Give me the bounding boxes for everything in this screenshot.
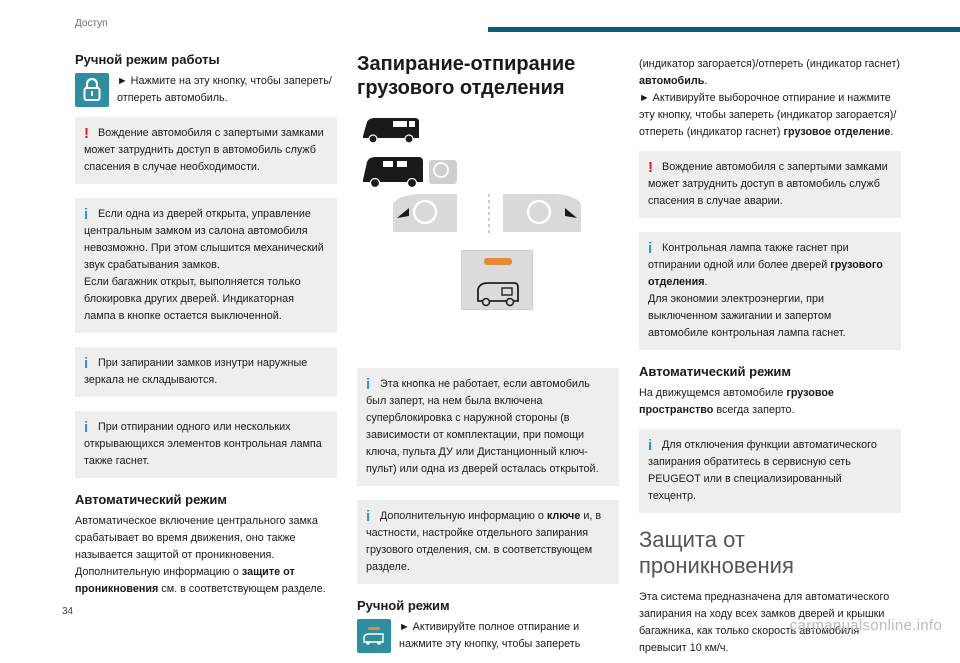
info-note-button: i Эта кнопка не работает, если автомобиль был заперт, на нем была включена суперблокировка с наружной стороны (в зависимости от комплектации, при помощи ключа, пульта ДУ или Дистанционный ключ-пульт) или одна из дверей осталась открытой. <box>357 368 619 486</box>
cargo-van-icon <box>357 619 391 653</box>
manual-mode-title: Ручной режим работы <box>75 52 220 67</box>
warning-icon: ! <box>84 125 89 142</box>
info-note-service: i Для отключения функции автоматического запирания обратитесь в сервисную сеть PEUGEOT или в специализированный техцентр. <box>639 429 901 513</box>
info-note-key: i Дополнительную информацию о ключе и, в частности, настройке отдельного запирания грузового отделения, см. в соответствующем разделе. <box>357 500 619 584</box>
auto-mode-title-2: Автоматический режим <box>639 364 791 379</box>
watermark: carmanualsonline.info <box>789 617 942 634</box>
info-icon: i <box>84 206 89 223</box>
interior-left <box>393 194 457 232</box>
vehicle-illustrations <box>357 112 619 360</box>
info-icon: i <box>84 419 89 436</box>
warning-note: ! Вождение автомобиля с запертыми замками может затруднить доступ в автомобиль служб спасения в случае необходимости. <box>75 117 337 184</box>
info-note-mirrors: i При запирании замков изнутри наружные зеркала не складываются. <box>75 347 337 397</box>
cargo-lock-title: Запирание-отпирание грузового отделения <box>357 53 576 99</box>
info-icon: i <box>366 508 371 525</box>
info-note-lamp: i При отпирании одного или нескольких открывающихся элементов контрольная лампа также гаснет. <box>75 411 337 478</box>
warning-icon: ! <box>648 159 653 176</box>
indicator-lamp <box>484 258 512 265</box>
cargo-button-row <box>357 619 619 653</box>
vehicle-diagram <box>357 112 619 242</box>
column-3 <box>639 56 901 657</box>
manual-mode-text-2: ► Активируйте полное отпирание и нажмите эту кнопку, чтобы запереть <box>399 621 581 650</box>
manual-mode-text: ► Нажмите на эту кнопку, чтобы запереть/отпереть автомобиль. <box>117 75 332 104</box>
lock-button-row <box>75 73 337 107</box>
intrusion-text: Эта система предназначена для автоматического запирания на ходу всех замков дверей и крышки багажника, как только скорость автомобиля превысит 10 км/ч. <box>639 591 890 654</box>
header-accent-bar <box>488 27 960 32</box>
info-icon: i <box>648 240 653 257</box>
auto-mode-title: Автоматический режим <box>75 492 227 507</box>
auto-mode-text-2: На движущемся автомобиле грузовое пространство всегда заперто. <box>639 387 834 416</box>
column-2 <box>357 52 619 663</box>
continued-text-2: ► Активируйте выборочное отпирание и нажмите эту кнопку, чтобы запереть (индикатор загорается)/отпереть (индикатор гаснет) грузовое отделение. <box>639 92 897 138</box>
info-note-doors: i Если одна из дверей открыта, управление центральным замком из салона автомобиля невозможно. При этом слышится механический звук срабатывания замков. Если багажник открыт, выполняется только блокировка других дверей. Индикаторная лампа в кнопке остается выключенной. <box>75 198 337 333</box>
padlock-icon <box>75 73 109 107</box>
info-icon: i <box>84 355 89 372</box>
continued-text-1: (индикатор загорается)/отпереть (индикатор гаснет) автомобиль. <box>639 58 900 87</box>
page-number: 34 <box>62 606 74 617</box>
column-1 <box>75 52 337 598</box>
warning-note-2: ! Вождение автомобиля с запертыми замками может затруднить доступ в автомобиль служб спасения в случае аварии. <box>639 151 901 218</box>
manual-mode-title-2: Ручной режим <box>357 598 450 613</box>
info-icon: i <box>366 376 371 393</box>
auto-mode-ref: Дополнительную информацию о защите от проникновения см. в соответствующем разделе. <box>75 566 326 595</box>
info-icon: i <box>648 437 653 454</box>
section-header: Доступ <box>75 18 108 29</box>
van-icon-2 <box>363 157 423 182</box>
section-title-intrusion: Защита от проникновения <box>639 527 794 578</box>
auto-mode-text: Автоматическое включение центрального замка срабатывает во время движения, оно также называется защитой от проникновения. <box>75 515 318 561</box>
info-note-cargo-lamp: i Контрольная лампа также гаснет при отпирании одной или более дверей грузового отделения. Для экономии электроэнергии, при выключенном зажигании и запертом автомобиле контрольная лампа гаснет. <box>639 232 901 350</box>
cargo-lock-button[interactable] <box>461 250 533 310</box>
